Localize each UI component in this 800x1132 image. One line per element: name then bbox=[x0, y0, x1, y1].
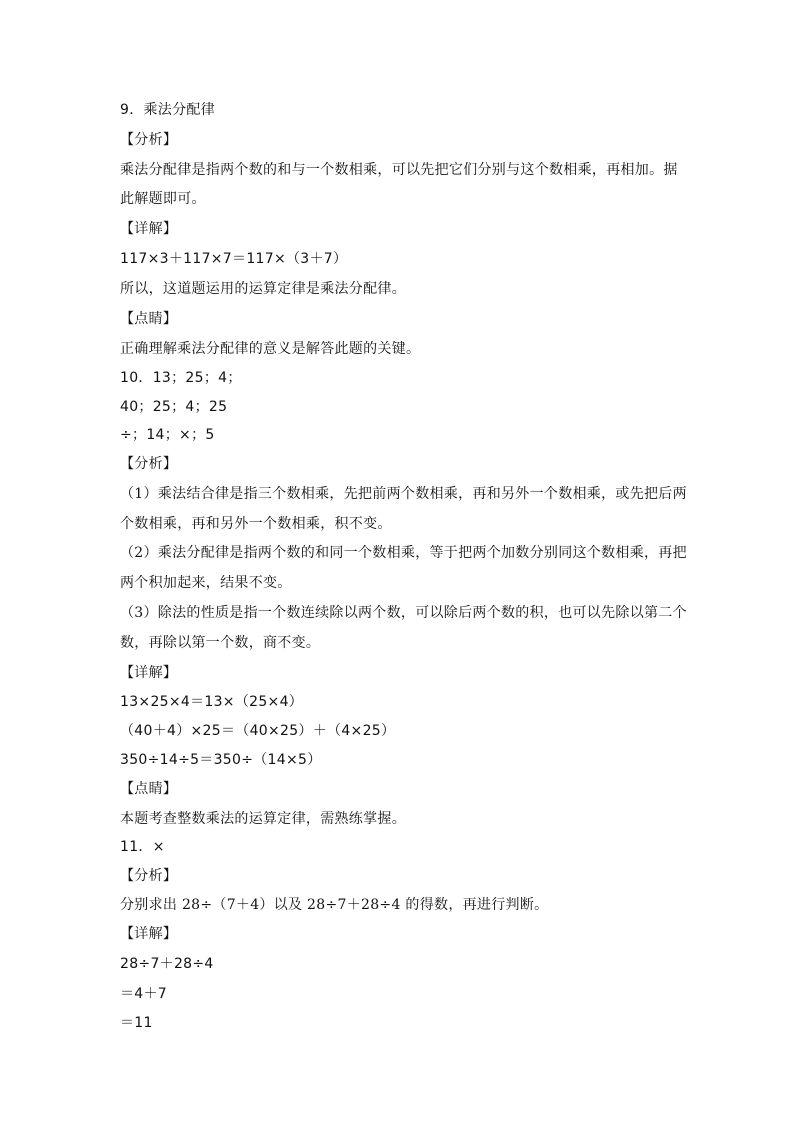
equation-line: ＝11 bbox=[120, 1015, 153, 1031]
detail-heading: 【详解】 bbox=[120, 926, 178, 942]
question-10-answer: 10．13；25；4； bbox=[120, 370, 242, 386]
equation-line: 350÷14÷5＝350÷（14×5） bbox=[120, 752, 322, 768]
comment-heading: 【点睛】 bbox=[120, 781, 178, 797]
detail-text: 所以，这道题运用的运算定律是乘法分配律。 bbox=[120, 281, 406, 297]
analysis-text: （3）除法的性质是指一个数连续除以两个数，可以除后两个数的积，也可以先除以第二个 bbox=[120, 605, 687, 621]
analysis-text: 乘法分配律是指两个数的和与一个数相乘，可以先把它们分别与这个数相乘，再相加。据 bbox=[120, 162, 678, 178]
analysis-text: 个数相乘，再和另外一个数相乘，积不变。 bbox=[120, 516, 392, 532]
analysis-heading: 【分析】 bbox=[120, 132, 178, 148]
comment-text: 正确理解乘法分配律的意义是解答此题的关键。 bbox=[120, 341, 421, 357]
equation-line: ＝4＋7 bbox=[120, 986, 168, 1002]
question-11-answer: 11．× bbox=[120, 839, 165, 855]
question-10-answer: 40；25；4；25 bbox=[120, 399, 228, 415]
equation-line: （40＋4）×25＝（40×25）＋（4×25） bbox=[120, 723, 396, 739]
analysis-text: （2）乘法分配律是指两个数的和同一个数相乘，等于把两个加数分别同这个数相乘，再把 bbox=[120, 545, 687, 561]
analysis-text: 分别求出 28÷（7＋4）以及 28÷7＋28÷4 的得数，再进行判断。 bbox=[120, 897, 549, 913]
equation-line: 13×25×4＝13×（25×4） bbox=[120, 694, 304, 710]
analysis-heading: 【分析】 bbox=[120, 456, 178, 472]
question-10-answer: ÷；14；×；5 bbox=[120, 427, 215, 443]
analysis-text: 两个积加起来，结果不变。 bbox=[120, 575, 292, 591]
detail-heading: 【详解】 bbox=[120, 665, 178, 681]
analysis-heading: 【分析】 bbox=[120, 868, 178, 884]
analysis-text: （1）乘法结合律是指三个数相乘，先把前两个数相乘，再和另外一个数相乘，或先把后两 bbox=[120, 486, 687, 502]
equation-line: 117×3＋117×7＝117×（3＋7） bbox=[120, 251, 348, 267]
equation-line: 28÷7＋28÷4 bbox=[120, 956, 214, 972]
comment-heading: 【点睛】 bbox=[120, 311, 178, 327]
question-9-answer: 9．乘法分配律 bbox=[120, 102, 216, 118]
analysis-text: 数，再除以第一个数，商不变。 bbox=[120, 635, 321, 651]
analysis-text: 此解题即可。 bbox=[120, 191, 206, 207]
comment-text: 本题考查整数乘法的运算定律，需熟练掌握。 bbox=[120, 811, 406, 827]
detail-heading: 【详解】 bbox=[120, 221, 178, 237]
